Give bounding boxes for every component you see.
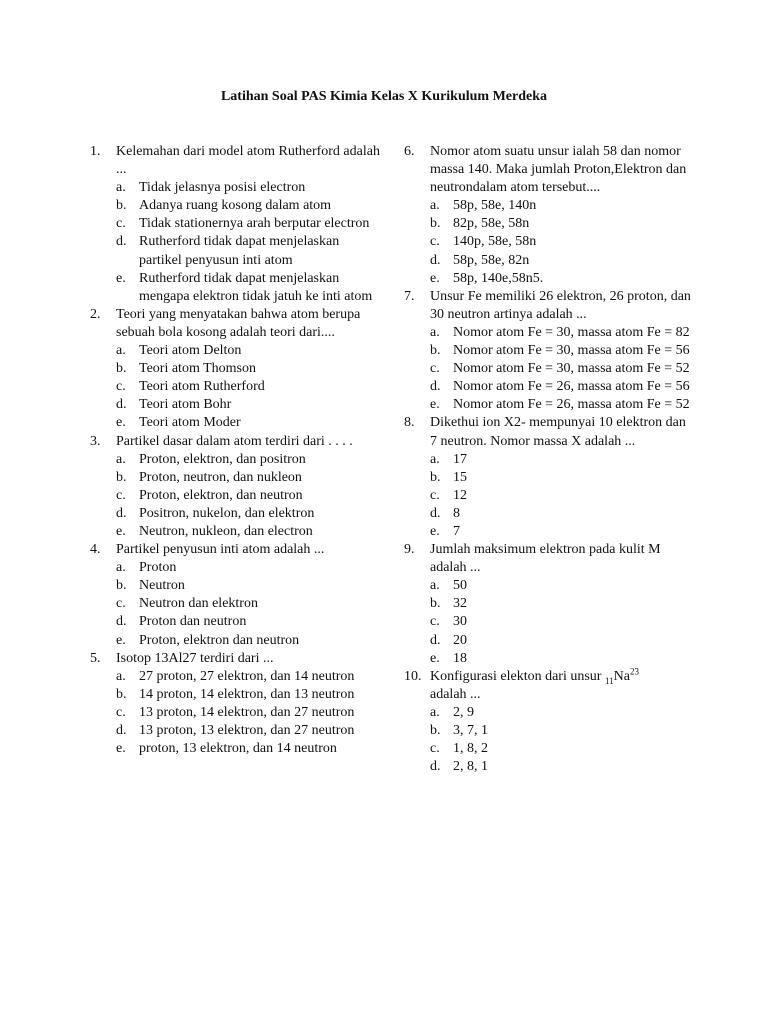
- question-number: 9.: [404, 542, 415, 558]
- answer-option: [90, 577, 380, 595]
- option-letter: a.: [430, 324, 440, 340]
- option-text: Nomor atom Fe = 26, massa atom Fe = 56: [453, 379, 690, 395]
- question-number: 1.: [90, 144, 101, 159]
- element-symbol: Na: [613, 668, 630, 684]
- option-text: Nomor atom Fe = 30, massa atom Fe = 52: [453, 361, 690, 377]
- option-letter: d.: [116, 234, 127, 250]
- option-letter: d.: [430, 632, 441, 648]
- option-text: Nomor atom Fe = 30, massa atom Fe = 82: [453, 324, 690, 340]
- option-letter: b.: [430, 723, 441, 738]
- option-text: Nomor atom Fe = 30, massa atom Fe = 56: [453, 343, 690, 359]
- question-7: [404, 288, 694, 415]
- option-text: Neutron, nukleon, dan electron: [139, 523, 313, 539]
- answer-option: [404, 650, 694, 668]
- answer-option: [404, 270, 694, 288]
- option-text: Adanya ruang kosong dalam atom: [139, 198, 332, 214]
- option-letter: e.: [430, 650, 440, 666]
- question-number: 10.: [404, 668, 422, 684]
- option-text: Neutron: [139, 578, 185, 594]
- option-letter: e.: [430, 523, 440, 539]
- question-text: Partikel dasar dalam atom terdiri dari . . . .: [116, 433, 353, 449]
- option-letter: a.: [116, 668, 126, 684]
- document-title: Latihan Soal PAS Kimia Kelas X Kurikulum Merdeka: [220, 89, 548, 104]
- option-letter: c.: [430, 234, 440, 250]
- option-letter: b.: [116, 578, 127, 594]
- question-text: Nomor atom suatu unsur ialah 58 dan nomor massa 140. Maka jumlah Proton,Elektron dan neutrondalam atom tersebut....: [430, 144, 687, 196]
- option-letter: d.: [116, 505, 127, 521]
- question-3: [90, 433, 380, 542]
- answer-option: [404, 451, 694, 469]
- option-letter: e.: [116, 741, 126, 757]
- option-letter: b.: [430, 343, 441, 359]
- answer-option: [404, 613, 694, 631]
- answer-option: [90, 179, 380, 197]
- option-letter: b.: [116, 198, 127, 214]
- answer-option: [404, 324, 694, 342]
- answer-option: [90, 487, 380, 505]
- option-text: 8: [453, 505, 460, 521]
- question-number: 6.: [404, 144, 415, 159]
- option-letter: e.: [116, 523, 126, 539]
- option-text: Rutherford tidak dapat menjelaskan partikel penyusun inti atom: [139, 234, 340, 268]
- answer-option: [404, 632, 694, 650]
- option-text: Proton, neutron, dan nukleon: [139, 469, 302, 485]
- option-letter: b.: [430, 216, 441, 232]
- option-text: Positron, nukelon, dan elektron: [139, 505, 315, 521]
- answer-option: [90, 469, 380, 487]
- option-letter: e.: [430, 270, 440, 286]
- option-letter: d.: [430, 379, 441, 395]
- answer-option: [90, 704, 380, 722]
- option-text: 15: [453, 469, 467, 485]
- answer-option: [90, 722, 380, 740]
- question-text: Kelemahan dari model atom Rutherford adalah ...: [116, 144, 380, 178]
- question-text: Partikel penyusun inti atom adalah ...: [116, 542, 325, 558]
- answer-option: [90, 740, 380, 758]
- option-text: Proton, elektron dan neutron: [139, 632, 300, 648]
- option-letter: a.: [116, 180, 126, 196]
- option-letter: d.: [430, 252, 441, 268]
- option-text: 50: [453, 578, 467, 594]
- question-9: [404, 541, 694, 668]
- option-text: Proton, elektron, dan positron: [139, 451, 306, 467]
- option-letter: c.: [116, 704, 126, 720]
- right-column: [404, 143, 694, 776]
- option-letter: d.: [430, 505, 441, 521]
- answer-option: [90, 414, 380, 432]
- option-letter: c.: [430, 614, 440, 630]
- answer-option: [90, 215, 380, 233]
- question-4: [90, 541, 380, 650]
- question-text: Dikethui ion X2- mempunyai 10 elektron dan 7 neutron. Nomor massa X adalah ...: [430, 415, 686, 449]
- answer-option: [404, 360, 694, 378]
- question-number: 5.: [90, 650, 101, 666]
- option-letter: a.: [430, 578, 440, 594]
- option-text: Tidak stationernya arah berputar electron: [139, 216, 370, 232]
- option-letter: a.: [116, 560, 126, 576]
- option-text: Teori atom Thomson: [139, 361, 256, 377]
- option-text: 20: [453, 632, 467, 648]
- option-text: Proton: [139, 560, 177, 576]
- question-10: [404, 668, 694, 704]
- option-text: 1, 8, 2: [453, 741, 488, 757]
- answer-option: [90, 668, 380, 686]
- option-text: Tidak jelasnya posisi electron: [139, 180, 306, 196]
- answer-option: [404, 758, 694, 776]
- option-letter: a.: [116, 451, 126, 467]
- question-text: Unsur Fe memiliki 26 elektron, 26 proton, dan 30 neutron artinya adalah ...: [430, 288, 691, 322]
- option-text: 30: [453, 614, 467, 630]
- option-text: Nomor atom Fe = 26, massa atom Fe = 52: [453, 397, 690, 413]
- question-5: [90, 650, 380, 759]
- option-letter: a.: [116, 343, 126, 359]
- answer-option: [90, 233, 380, 269]
- answer-option: [404, 595, 694, 613]
- option-text: 32: [453, 596, 467, 612]
- option-text: 18: [453, 650, 467, 666]
- option-text: 13 proton, 14 elektron, dan 27 neutron: [139, 704, 355, 720]
- option-letter: c.: [116, 596, 126, 612]
- right-column-questions: [404, 143, 694, 668]
- option-text: 140p, 58e, 58n: [453, 234, 537, 250]
- option-letter: e.: [430, 397, 440, 413]
- answer-option: [404, 523, 694, 541]
- question-number: 4.: [90, 542, 101, 558]
- answer-option: [404, 487, 694, 505]
- mass-number: 23: [629, 666, 639, 677]
- option-letter: a.: [430, 451, 440, 467]
- option-text: 14 proton, 14 elektron, dan 13 neutron: [139, 686, 355, 702]
- question-6: [404, 143, 694, 288]
- option-text: Teori atom Rutherford: [139, 379, 265, 395]
- answer-option: [90, 197, 380, 215]
- answer-option: [90, 632, 380, 650]
- atomic-number: 11: [604, 675, 614, 686]
- option-text: 2, 8, 1: [453, 759, 488, 775]
- option-letter: d.: [116, 614, 127, 630]
- option-text: 58p, 140e,58n5.: [453, 270, 544, 286]
- answer-option: [90, 342, 380, 360]
- question-text: Konfigurasi elekton dari unsur $_{11}Na^{23}$ adalah ...: [430, 666, 639, 702]
- option-letter: e.: [116, 270, 126, 286]
- option-text: Proton dan neutron: [139, 614, 247, 630]
- option-letter: c.: [430, 741, 440, 757]
- option-letter: c.: [430, 487, 440, 503]
- option-letter: c.: [116, 487, 126, 503]
- left-column: [90, 143, 380, 758]
- option-text: 58p, 58e, 140n: [453, 198, 537, 214]
- answer-option: [404, 197, 694, 215]
- option-text: Proton, elektron, dan neutron: [139, 487, 303, 503]
- option-letter: c.: [430, 361, 440, 377]
- option-letter: d.: [116, 723, 127, 738]
- option-letter: e.: [116, 415, 126, 431]
- option-text: 82p, 58e, 58n: [453, 216, 530, 232]
- answer-option: [90, 378, 380, 396]
- answer-option: [90, 360, 380, 378]
- answer-option: [404, 233, 694, 251]
- question-text: Isotop 13Al27 terdiri dari ...: [116, 650, 274, 666]
- option-letter: a.: [430, 198, 440, 214]
- option-letter: b.: [430, 469, 441, 485]
- option-letter: e.: [116, 632, 126, 648]
- option-text: Teori atom Delton: [139, 343, 242, 359]
- answer-option: [90, 505, 380, 523]
- answer-option: [404, 704, 694, 722]
- answer-option: [404, 342, 694, 360]
- answer-option: [404, 215, 694, 233]
- option-text: 2, 9: [453, 704, 474, 720]
- option-text: 12: [453, 487, 467, 503]
- question-text: Jumlah maksimum elektron pada kulit M adalah ...: [430, 542, 661, 576]
- answer-option: [90, 613, 380, 631]
- option-letter: b.: [116, 469, 127, 485]
- question-10-options: [404, 704, 694, 776]
- option-letter: c.: [116, 216, 126, 232]
- answer-option: [404, 577, 694, 595]
- answer-option: [90, 523, 380, 541]
- option-letter: b.: [430, 596, 441, 612]
- question-number: 2.: [90, 306, 101, 322]
- question-number: 3.: [90, 433, 101, 449]
- answer-option: [90, 595, 380, 613]
- question-2: [90, 306, 380, 433]
- option-text: Neutron dan elektron: [139, 596, 258, 612]
- question-text: Teori yang menyatakan bahwa atom berupa sebuah bola kosong adalah teori dari....: [116, 306, 361, 340]
- option-text: 3, 7, 1: [453, 723, 488, 738]
- option-letter: a.: [430, 704, 440, 720]
- question-number: 8.: [404, 415, 415, 431]
- answer-option: [404, 378, 694, 396]
- option-text: 58p, 58e, 82n: [453, 252, 530, 268]
- answer-option: [90, 686, 380, 704]
- answer-option: [90, 451, 380, 469]
- option-letter: d.: [430, 759, 441, 775]
- option-text: 27 proton, 27 elektron, dan 14 neutron: [139, 668, 355, 684]
- answer-option: [90, 396, 380, 414]
- answer-option: [404, 396, 694, 414]
- option-text: proton, 13 elektron, dan 14 neutron: [139, 741, 337, 757]
- answer-option: [90, 559, 380, 577]
- option-letter: c.: [116, 379, 126, 395]
- option-text: 13 proton, 13 elektron, dan 27 neutron: [139, 723, 355, 738]
- answer-option: [90, 270, 380, 306]
- option-text: 17: [453, 451, 467, 467]
- option-text: Rutherford tidak dapat menjelaskan mengapa elektron tidak jatuh ke inti atom: [139, 270, 373, 304]
- option-letter: b.: [116, 686, 127, 702]
- question-number: 7.: [404, 288, 415, 304]
- answer-option: [404, 740, 694, 758]
- question-1: [90, 143, 380, 306]
- option-text: Teori atom Bohr: [139, 397, 232, 413]
- option-letter: d.: [116, 397, 127, 413]
- answer-option: [404, 505, 694, 523]
- option-text: 7: [453, 523, 460, 539]
- answer-option: [404, 469, 694, 487]
- question-8: [404, 414, 694, 541]
- option-text: Teori atom Moder: [139, 415, 241, 431]
- answer-option: [404, 252, 694, 270]
- option-letter: b.: [116, 361, 127, 377]
- answer-option: [404, 722, 694, 740]
